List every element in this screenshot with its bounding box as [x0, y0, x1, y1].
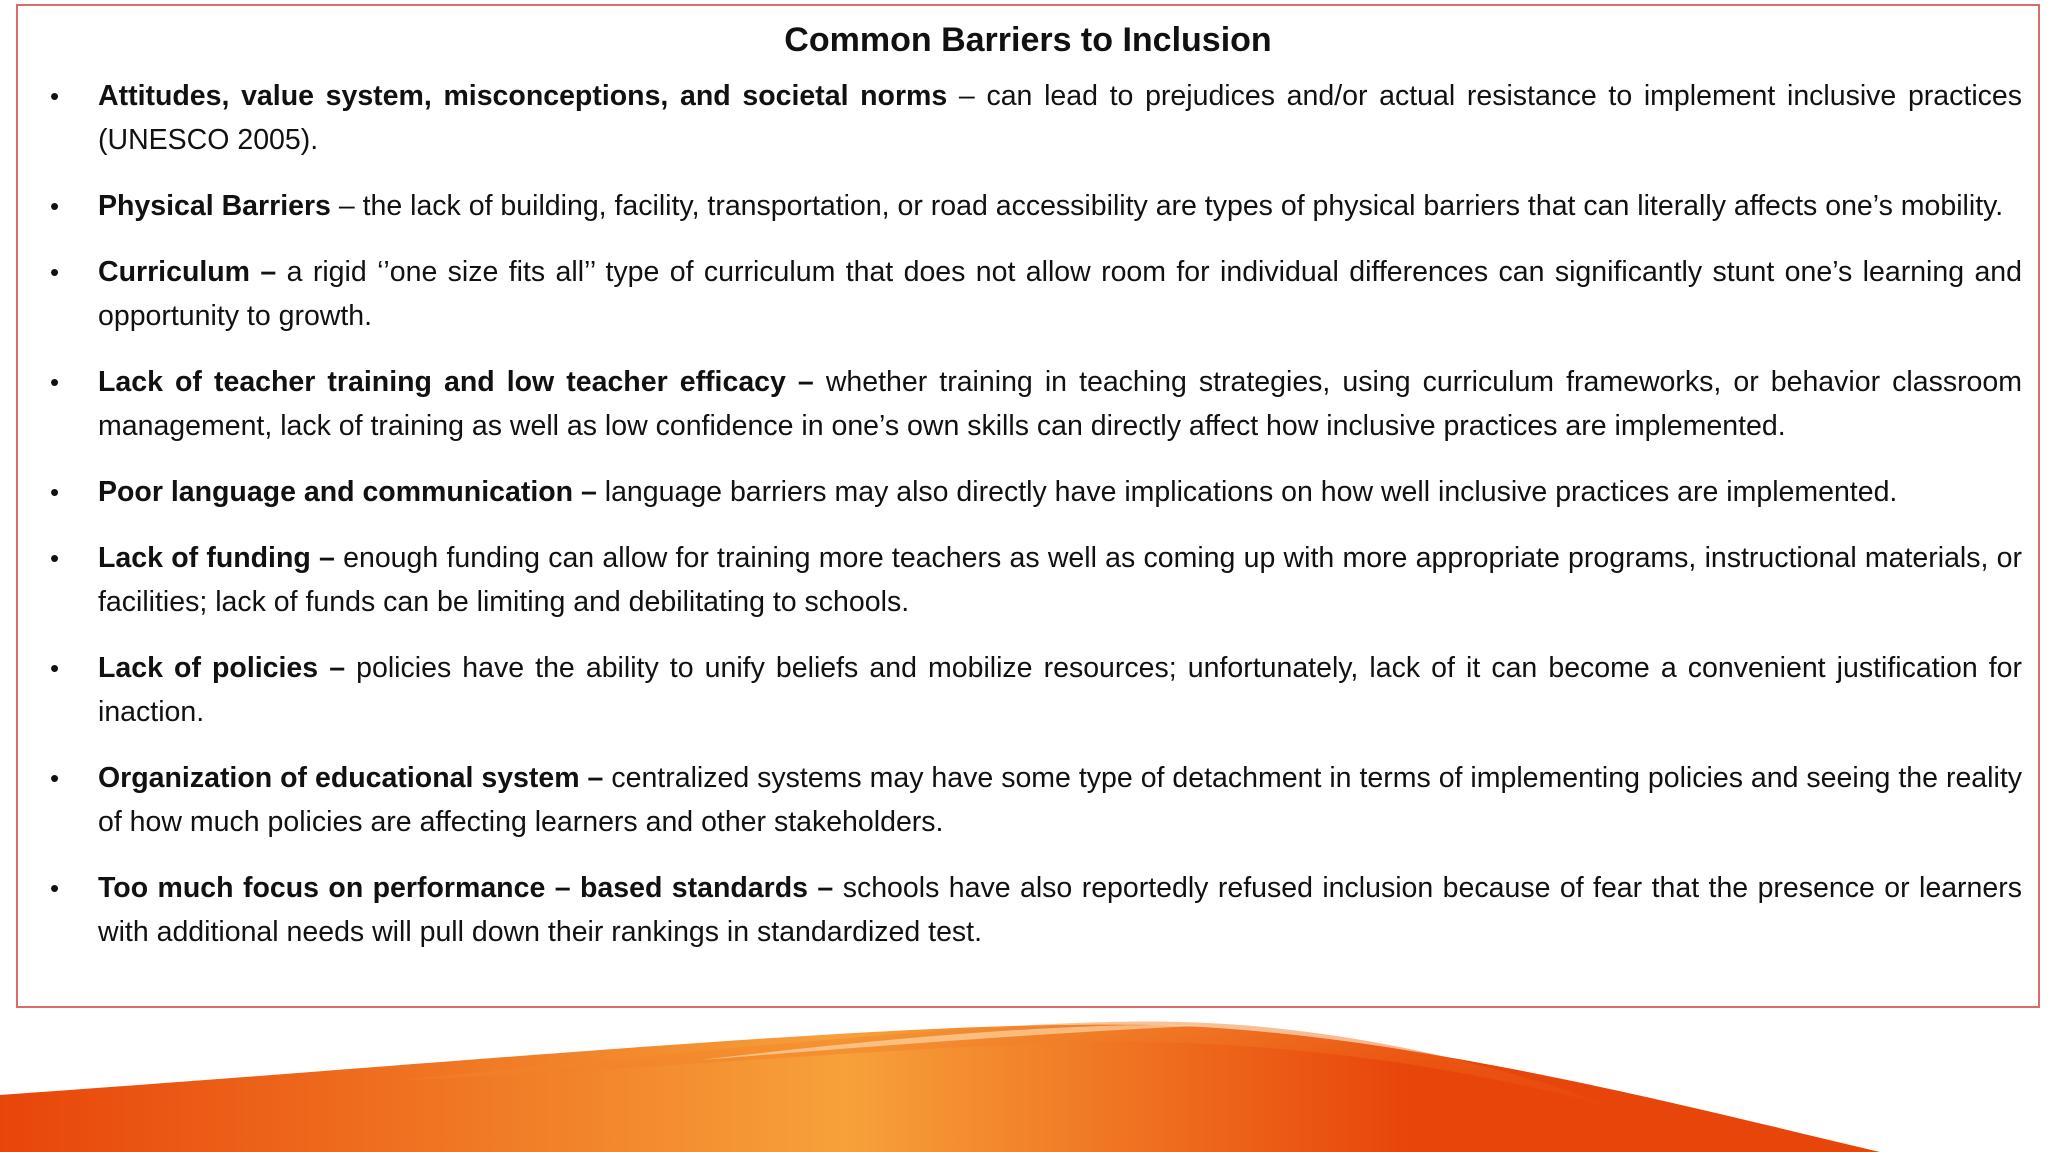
barrier-term: Lack of policies –: [98, 652, 346, 684]
bullet-icon: •: [50, 191, 60, 221]
list-item: [34, 646, 2022, 734]
list-item: [34, 536, 2022, 624]
barrier-term: Physical Barriers: [98, 190, 331, 222]
bullet-icon: •: [50, 873, 60, 903]
barrier-description: language barriers may also directly have implications on how well inclusive practices are implemented.: [596, 476, 1898, 508]
list-item: [34, 74, 2022, 162]
barrier-term: Curriculum –: [98, 256, 277, 288]
bullet-icon: •: [50, 763, 60, 793]
barriers-list: [34, 74, 2022, 954]
bullet-icon: •: [50, 477, 60, 507]
bullet-icon: •: [50, 653, 60, 683]
bullet-icon: •: [50, 543, 60, 573]
bullet-icon: •: [50, 81, 60, 111]
list-item: [34, 470, 2022, 514]
barrier-description: a rigid ‘’one size fits all’’ type of curriculum that does not allow room for individual differences can significantly stunt one’s learning and opportunity to growth.: [98, 256, 2022, 332]
barrier-description: policies have the ability to unify beliefs and mobilize resources; unfortunately, lack of it can become a convenient justification for inaction.: [98, 652, 2023, 728]
barrier-description: schools have also reportedly refused inclusion because of fear that the presence or learners with additional needs will pull down their rankings in standardized test.: [98, 872, 2022, 948]
barrier-term: Lack of funding –: [98, 542, 335, 574]
barrier-description: – can lead to prejudices and/or actual resistance to implement inclusive practices (UNESCO 2005).: [98, 80, 2022, 156]
bullet-icon: •: [50, 367, 60, 397]
orange-swoosh-decoration: [0, 1000, 2048, 1152]
bullet-icon: •: [50, 257, 60, 287]
barrier-description: – the lack of building, facility, transportation, or road accessibility are types of physical barriers that can literally affects one’s mobility.: [330, 190, 2004, 222]
barrier-description: whether training in teaching strategies, using curriculum frameworks, or behavior classroom management, lack of training as well as low confidence in one’s own skills can directly affect how inclusive practices are implemented.: [98, 366, 2022, 442]
list-item: [34, 360, 2022, 448]
barrier-term: Attitudes, value system, misconceptions, and societal norms: [98, 80, 948, 112]
barrier-description: centralized systems may have some type of detachment in terms of implementing policies and seeing the reality of how much policies are affecting learners and other stakeholders.: [98, 762, 2022, 838]
barrier-term: Lack of teacher training and low teacher efficacy –: [98, 366, 814, 398]
list-item: [34, 250, 2022, 338]
slide-content-box: [16, 4, 2040, 1008]
barrier-description: enough funding can allow for training more teachers as well as coming up with more appropriate programs, instructional materials, or facilities; lack of funds can be limiting and debilitating to schools.: [98, 542, 2022, 618]
list-item: [34, 184, 2022, 228]
slide-title: Common Barriers to Inclusion: [784, 21, 1272, 59]
barrier-term: Too much focus on performance – based standards –: [98, 872, 834, 904]
list-item: [34, 866, 2022, 954]
list-item: [34, 756, 2022, 844]
barrier-term: Organization of educational system –: [98, 762, 604, 794]
barrier-term: Poor language and communication –: [98, 476, 597, 508]
